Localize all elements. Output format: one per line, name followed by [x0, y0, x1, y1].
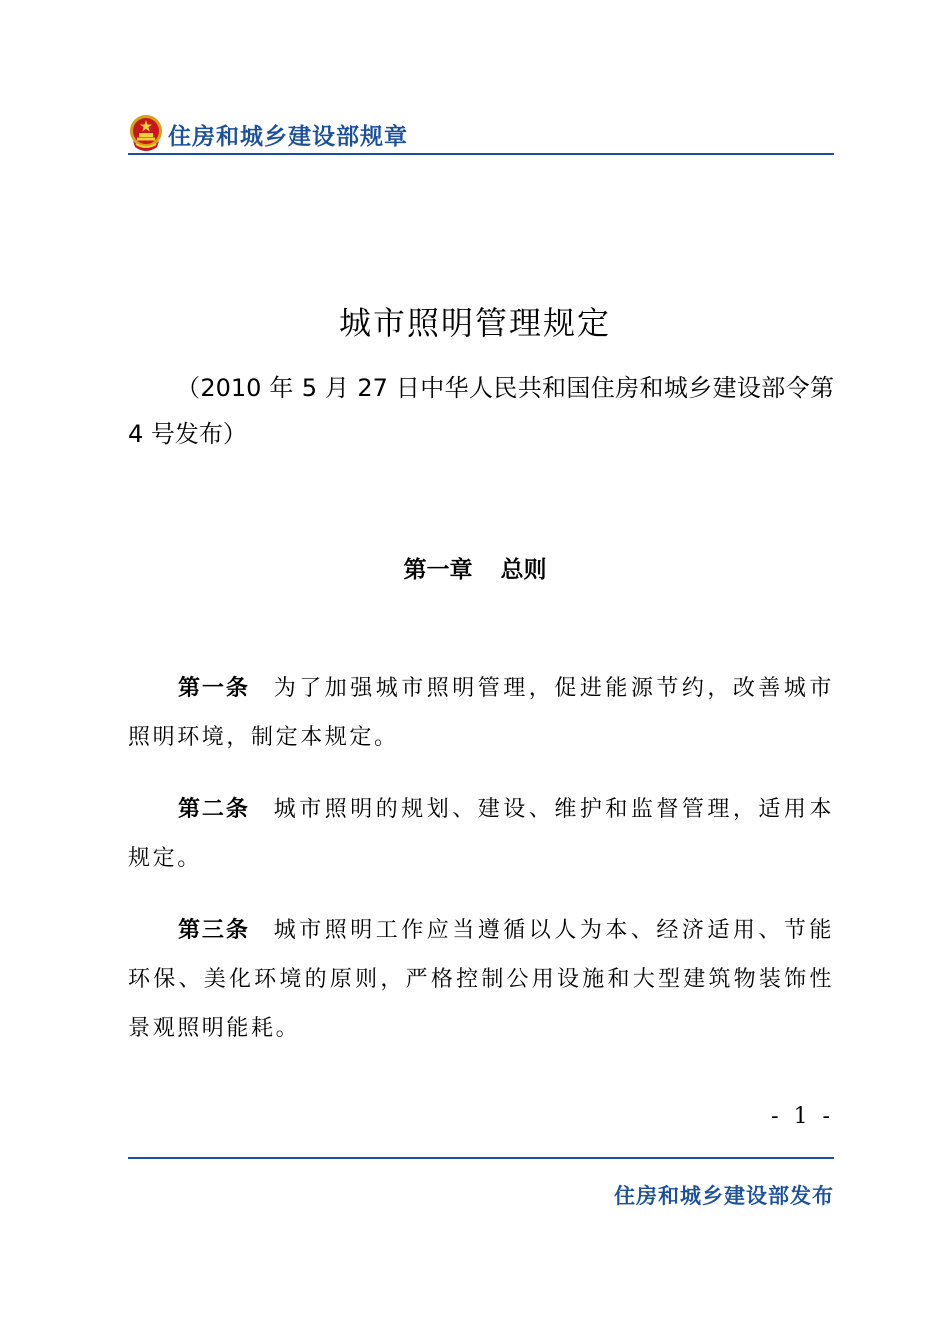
article-3 — [128, 906, 834, 1053]
article-1 — [128, 664, 834, 762]
page-number: - 1 - — [771, 1104, 834, 1129]
page-header — [128, 114, 834, 154]
document-subtitle: （2010 年 5 月 27 日中华人民共和国住房和城乡建设部令第 4 号发布） — [128, 374, 834, 448]
document-title: 城市照明管理规定 — [338, 304, 611, 342]
chapter-number: 第一章 — [403, 557, 473, 583]
article-label: 第三条 — [178, 918, 250, 943]
article-label: 第一条 — [178, 676, 250, 701]
header-divider — [128, 153, 834, 155]
chapter-heading — [0, 551, 950, 584]
national-emblem-icon — [128, 114, 164, 152]
header-title: 住房和城乡建设部规章 — [168, 124, 408, 150]
article-text: 城市照明的规划、建设、维护和监督管理，适用本规定。 — [128, 797, 834, 871]
article-2 — [128, 785, 834, 883]
article-text: 为了加强城市照明管理，促进能源节约，改善城市照明环境，制定本规定。 — [128, 676, 834, 750]
footer-publisher: 住房和城乡建设部发布 — [614, 1184, 834, 1208]
article-text: 城市照明工作应当遵循以人为本、经济适用、节能环保、美化环境的原则，严格控制公用设施和大型建筑物装饰性景观照明能耗。 — [128, 918, 834, 1041]
footer-divider — [128, 1157, 834, 1159]
chapter-name: 总则 — [500, 557, 547, 583]
article-label: 第二条 — [178, 797, 250, 822]
